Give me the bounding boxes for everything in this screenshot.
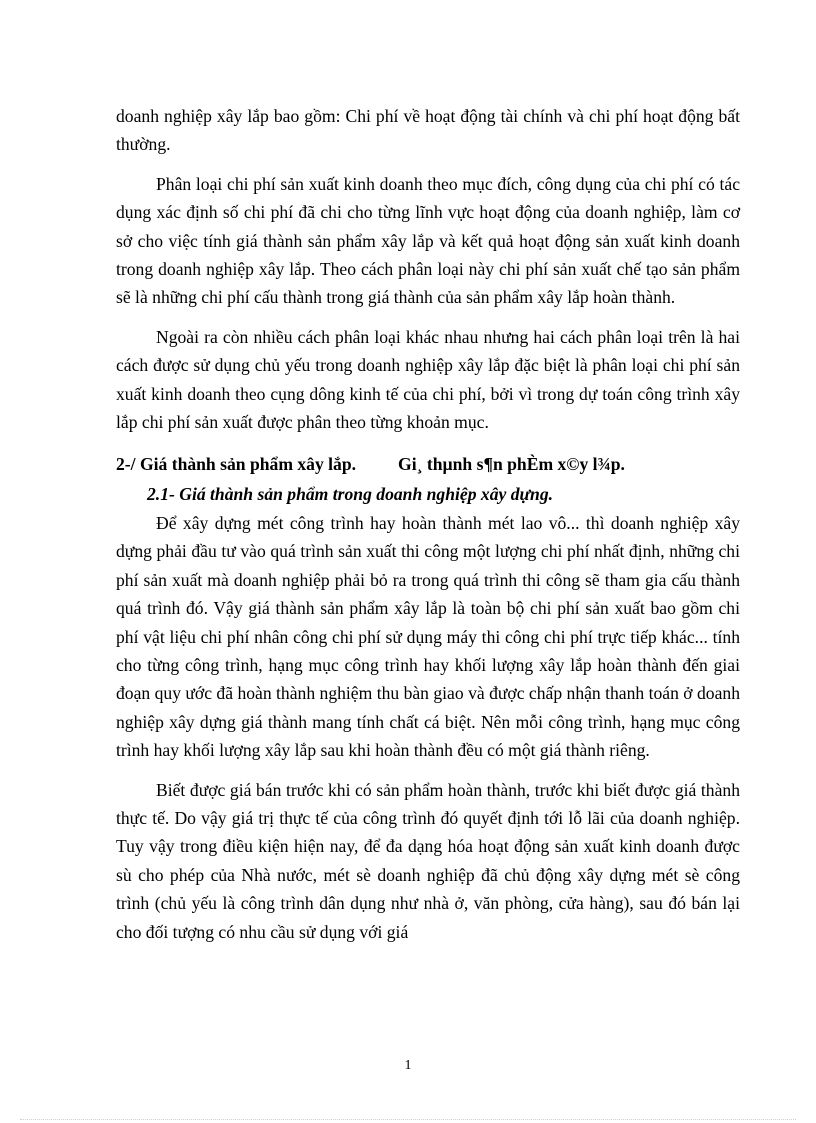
document-page (116, 102, 740, 946)
paragraph-cost-definition: Để xây dựng mét công trình hay hoàn thành mét lao vô... thì doanh nghiệp xây dựng phải đầu tư vào quá trình sản xuất thi công một lượng chi phí nhất định, những chi phí sản xuất mà doanh nghiệp phải bỏ ra trong quá trình thi công sẽ tham gia cấu thành quá trình đó. Vậy giá thành sản phẩm xây lắp là toàn bộ chi phí sản xuất bao gồm chi phí vật liệu chi phí nhân công chi phí sử dụng máy thi công chi phí trực tiếp khác... tính cho từng công trình, hạng mục công trình hay khối lượng xây lắp hoàn thành đến giai đoạn quy ước đã hoàn thành nghiệm thu bàn giao và được chấp nhận thanh toán ở doanh nghiệp xây dựng giá thành mang tính chất cá biệt. Nên mỗi công trình, hạng mục công trình hay khối lượng xây lắp sau khi hoàn thành đều có một giá thành riêng. (116, 512, 740, 761)
paragraph-sale-price: Biết được giá bán trước khi có sản phẩm hoàn thành, trước khi biết được giá thành thực tế. Do vậy giá trị thực tế của công trình đó quyết định tới lỗ lãi của doanh nghiệp. Tuy vậy trong điều kiện hiện nay, để đa dạng hóa hoạt động sản xuất kinh doanh được sù cho phép của Nhà nước, mét sè doanh nghiệp đã chủ động xây dựng mét sè công trình (chủ yếu là công trình dân dụng như nhà ở, văn phòng, cửa hàng), sau đó bán lại cho đối tượng có nhu cầu sử dụng với giá (116, 779, 740, 942)
subsection-heading-2-1: 2.1- Giá thành sản phẩm trong doanh nghiệp xây dựng. (147, 484, 554, 505)
page-number: 1 (404, 1058, 412, 1073)
section-heading-2 (116, 450, 740, 478)
paragraph-other-classifications: Ngoài ra còn nhiều cách phân loại khác nhau nhưng hai cách phân loại trên là hai cách được sử dụng chủ yếu trong doanh nghiệp xây lắp đặc biệt là phân loại chi phí sản xuất kinh doanh theo cụng dông kinh tế của chi phí, bởi vì trong dự toán công trình xây lắp chi phí sản xuất được phân theo từng khoản mục. (116, 326, 740, 433)
section-heading-2-garbled: Gi¸ thµnh s¶n phÈm x©y l¾p. (398, 454, 625, 475)
section-heading-2-title: 2-/ Giá thành sản phẩm xây lắp. (116, 454, 357, 475)
paragraph-continuation: doanh nghiệp xây lắp bao gồm: Chi phí về hoạt động tài chính và chi phí hoạt động bất thường. (116, 106, 740, 155)
paragraph-classification-purpose: Phân loại chi phí sản xuất kinh doanh theo mục đích, công dụng của chi phí có tác dụng xác định số chi phí đã chi cho từng lĩnh vực hoạt động của doanh nghiệp, làm cơ sở cho việc tính giá thành sản phẩm xây lắp và kết quả hoạt động sản xuất kinh doanh trong doanh nghiệp xây lắp. Theo cách phân loại này chi phí sản xuất chế tạo sản phẩm sẽ là những chi phí cấu thành trong giá thành của sản phẩm xây lắp hoàn thành. (116, 173, 740, 308)
footer-divider (20, 1119, 796, 1120)
